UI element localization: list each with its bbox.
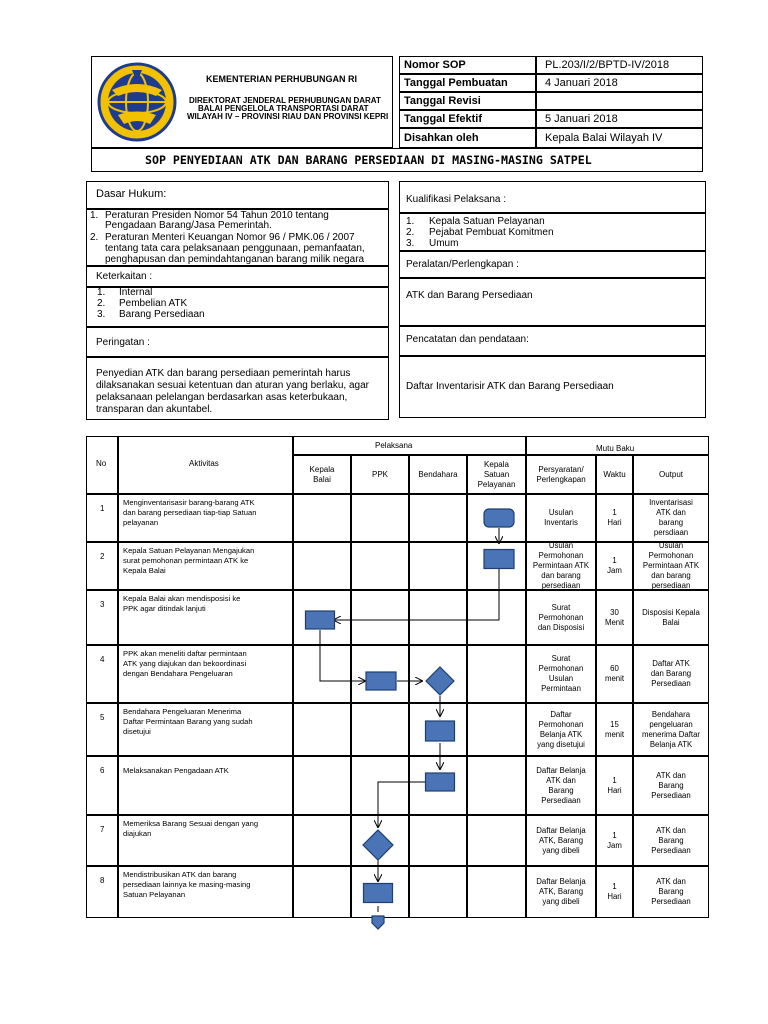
- row-time-line: Jam: [607, 566, 622, 575]
- row-activity-line: Kepala Satuan Pelayanan Mengajukan: [123, 546, 255, 555]
- row-requirement-line: Inventaris: [544, 518, 578, 527]
- header-aktivitas: Aktivitas: [189, 459, 219, 468]
- row-requirement-line: Permohonan: [538, 612, 584, 622]
- row-number: 1: [100, 504, 105, 513]
- row-activity-line: dengan Bendahara Pengeluaran: [123, 669, 233, 678]
- header-pelaksana: Pelaksana: [375, 441, 413, 450]
- flow-terminator-start: [484, 509, 514, 527]
- row-requirement-line: dan barang: [541, 571, 581, 580]
- kualifikasi-item: Umum: [429, 238, 459, 249]
- row-output-line: Balai: [662, 617, 680, 627]
- pencatatan-value: Daftar Inventarisir ATK dan Barang Persediaan: [406, 381, 614, 392]
- flow-process: [364, 884, 393, 903]
- header-role-bendahara: Bendahara: [418, 470, 458, 479]
- header-role-ppk: PPK: [371, 470, 388, 479]
- row-time-line: 1: [612, 556, 617, 565]
- row-requirement-line: Permohonan: [538, 664, 584, 673]
- pencatatan-label: Pencatatan dan pendataan:: [406, 334, 529, 345]
- revision-date-label: Tanggal Revisi: [404, 95, 481, 107]
- sop-number-value: PL.203/I/2/BPTD-IV/2018: [545, 59, 670, 71]
- dasar-item-1-line: Peraturan Presiden Nomor 54 Tahun 2010 tentang: [105, 210, 329, 221]
- row-output-line: menerima Daftar: [641, 729, 701, 739]
- row-requirement-line: ATK dan: [546, 775, 576, 785]
- row-output-line: persdiaan: [653, 528, 689, 537]
- row-output-line: ATK dan: [656, 770, 686, 780]
- row-activity-line: Kepala Balai akan mendisposisi ke: [123, 594, 241, 603]
- row-time-line: 1: [612, 508, 617, 517]
- row-output-line: dan barang: [651, 571, 691, 580]
- dasar-item-2-num: 2.: [90, 232, 99, 243]
- flow-process: [426, 721, 455, 741]
- row-output-line: Barang: [658, 887, 684, 896]
- row-output-line: ATK dan: [656, 508, 686, 517]
- row-number: 6: [100, 766, 105, 775]
- row-requirement-line: Daftar Belanja: [536, 765, 586, 775]
- row-requirement-line: ATK, Barang: [538, 835, 584, 845]
- header-waktu: Waktu: [603, 470, 626, 479]
- row-output-line: Daftar ATK: [652, 659, 690, 668]
- row-output-line: Permohonan: [648, 551, 694, 560]
- row-time-line: 1: [612, 882, 617, 891]
- flow-process: [306, 611, 335, 629]
- row-activity-line: pelayanan: [123, 518, 159, 527]
- kualifikasi-item: Kepala Satuan Pelayanan: [429, 216, 545, 227]
- row-number: 7: [100, 825, 105, 834]
- row-output-line: dan Barang: [650, 669, 692, 678]
- row-activity-line: diajukan: [123, 829, 152, 838]
- row-output-line: Persediaan: [651, 845, 691, 855]
- row-output-line: barang: [658, 518, 684, 527]
- row-output-line: Barang: [658, 835, 684, 845]
- dasar-item-2-line: tentang tata cara pelaksanaan penggunaan, pemanfaatan,: [105, 243, 365, 254]
- peralatan-label: Peralatan/Perlengkapan :: [406, 259, 519, 270]
- effective-date-label: Tanggal Efektif: [404, 113, 483, 125]
- row-time-line: 1: [612, 775, 617, 785]
- row-requirement-line: persediaan: [541, 581, 581, 590]
- row-output-line: Barang: [658, 780, 684, 790]
- row-requirement-line: Belanja ATK: [539, 729, 583, 739]
- flow-offpage-connector: [372, 916, 384, 929]
- row-time-line: Jam: [607, 840, 622, 850]
- flow-connector: [378, 782, 425, 827]
- region-name: WILAYAH IV – PROVINSI RIAU DAN PROVINSI KEPRI: [187, 112, 389, 121]
- keterkaitan-item: Barang Persediaan: [119, 309, 205, 320]
- header-role-kepala-satpel: Kepala Satuan Pelayanan: [477, 459, 516, 489]
- sop-title: SOP PENYEDIAAN ATK DAN BARANG PERSEDIAAN DI MASING-MASING SATPEL: [145, 153, 592, 167]
- row-output-line: Permintaan ATK: [642, 561, 700, 570]
- kualifikasi-num: 3.: [406, 238, 415, 249]
- row-activity-line: dan barang persediaan tiap-tiap Satuan: [123, 508, 257, 517]
- row-number: 5: [100, 713, 105, 722]
- row-activity-line: Satuan Pelayanan: [123, 890, 186, 899]
- header-output: Output: [658, 470, 683, 479]
- kualifikasi-num: 2.: [406, 227, 415, 238]
- row-time-line: Hari: [607, 892, 622, 901]
- header-role-kepala-balai: Kepala Balai: [309, 464, 335, 484]
- dasar-item-1-num: 1.: [90, 210, 99, 221]
- keterkaitan-item: Pembelian ATK: [119, 298, 188, 309]
- header-no: No: [96, 459, 107, 468]
- flow-process: [366, 672, 396, 690]
- row-time-line: Hari: [607, 785, 622, 795]
- row-activity-line: surat pemohonan permintaan ATK ke: [123, 556, 249, 565]
- directorate-name: DIREKTORAT JENDERAL PERHUBUNGAN DARAT: [189, 96, 381, 105]
- row-activity-line: Bendahara Pengeluaran Menerima: [123, 707, 242, 716]
- row-requirement-line: Daftar: [550, 709, 572, 719]
- row-time-line: menit: [604, 674, 625, 683]
- dasar-item-2-line: Peraturan Menteri Keuangan Nomor 96 / PMK.06 / 2007: [105, 232, 355, 243]
- dasar-item-1-line: Pengadaan Barang/Jasa Pemerintah.: [105, 220, 272, 231]
- row-number: 4: [100, 655, 105, 664]
- row-time-line: 1: [612, 830, 617, 840]
- peringatan-line: transparan dan akuntabel.: [96, 404, 213, 415]
- row-activity-line: Menginventarisasir barang-barang ATK: [123, 498, 255, 507]
- peringatan-label: Peringatan :: [96, 337, 150, 348]
- row-requirement-line: Persediaan: [541, 795, 581, 805]
- row-output-line: Usulan: [658, 541, 684, 550]
- row-activity-line: disetujui: [123, 727, 151, 736]
- flow-decision: [363, 830, 393, 860]
- row-requirement-line: Surat: [551, 654, 571, 663]
- approved-by-value: Kepala Balai Wilayah IV: [545, 132, 663, 144]
- created-date-label: Tanggal Pembuatan: [404, 77, 508, 89]
- row-activity-line: ATK yang diajukan dan bekoordinasi: [123, 659, 247, 668]
- row-requirement-line: Usulan: [548, 508, 574, 517]
- row-output-line: ATK dan: [656, 877, 686, 886]
- flow-process: [426, 773, 455, 791]
- peralatan-value: ATK dan Barang Persediaan: [406, 290, 533, 301]
- row-requirement-line: yang disetujui: [537, 739, 585, 749]
- row-number: 8: [100, 876, 105, 885]
- row-requirement-line: yang dibeli: [542, 897, 580, 906]
- row-time-line: 30: [610, 607, 619, 617]
- kualifikasi-num: 1.: [406, 216, 415, 227]
- row-output-line: Persediaan: [651, 790, 691, 800]
- row-time-line: 60: [610, 664, 619, 673]
- row-requirement-line: yang dibeli: [542, 845, 580, 855]
- flow-decision: [426, 667, 454, 695]
- row-requirement-line: dan Disposisi: [537, 622, 585, 632]
- header-persyaratan: Persyaratan/ Perlengkapan: [536, 464, 586, 484]
- peringatan-line: Penyedian ATK dan barang persediaan pemerintah harus: [96, 368, 351, 379]
- keterkaitan-num: 1.: [97, 287, 106, 298]
- row-time-line: menit: [604, 729, 625, 739]
- keterkaitan-item: Internal: [119, 287, 153, 298]
- row-time-line: Hari: [607, 518, 622, 527]
- row-activity-line: Mendistribusikan ATK dan barang: [123, 870, 237, 879]
- row-requirement-line: Daftar Belanja: [536, 877, 586, 886]
- peringatan-line: dilaksanakan sesuai ketentuan dan aturan yang berlaku, agar: [96, 380, 369, 391]
- row-activity-line: Daftar Permintaan Barang yang sudah: [123, 717, 253, 726]
- flow-connector: [320, 630, 365, 681]
- row-output-line: Persediaan: [651, 679, 691, 688]
- row-requirement-line: Usulan: [548, 674, 574, 683]
- row-activity-line: PPK agar ditindak lanjuti: [123, 604, 206, 613]
- approved-by-label: Disahkan oleh: [404, 132, 479, 144]
- row-number: 2: [100, 552, 105, 561]
- row-output-line: persediaan: [651, 581, 691, 590]
- row-requirement-line: Permintaan: [541, 684, 581, 693]
- row-number: 3: [100, 600, 105, 609]
- row-requirement-line: Barang: [548, 785, 574, 795]
- created-date-value: 4 Januari 2018: [545, 77, 618, 89]
- row-activity-line: Melaksanakan Pengadaan ATK: [123, 766, 229, 775]
- kualifikasi-item: Pejabat Pembuat Komitmen: [429, 227, 554, 238]
- header-mutu-baku: Mutu Baku: [596, 444, 635, 453]
- keterkaitan-num: 2.: [97, 298, 106, 309]
- row-output-line: Disposisi Kepala: [642, 607, 700, 617]
- dasar-hukum-label: Dasar Hukum:: [96, 188, 167, 200]
- row-output-line: ATK dan: [656, 825, 686, 835]
- row-output-line: Belanja ATK: [649, 739, 693, 749]
- row-requirement-line: Permohonan: [538, 551, 584, 560]
- kualifikasi-label: Kualifikasi Pelaksana :: [406, 194, 507, 205]
- ministry-name: KEMENTERIAN PERHUBUNGAN RI: [206, 74, 358, 84]
- keterkaitan-num: 3.: [97, 309, 106, 320]
- dasar-item-2-line: penghapusan dan pemindahtanganan barang milik negara: [105, 254, 365, 265]
- row-output-line: Bendahara: [651, 709, 691, 719]
- peringatan-line: pelaksanaan pelelangan berdasarkan asas keterbukaan,: [96, 392, 348, 403]
- row-output-line: Persediaan: [651, 897, 691, 906]
- flow-connector: [334, 569, 499, 620]
- effective-date-value: 5 Januari 2018: [545, 113, 618, 125]
- row-time-line: Menit: [604, 617, 625, 627]
- row-requirement-line: Daftar Belanja: [536, 825, 586, 835]
- row-activity-line: Kepala Balai: [123, 566, 166, 575]
- row-activity-line: PPK akan meneliti daftar permintaan: [123, 649, 247, 658]
- row-activity-line: Memeriksa Barang Sesuai dengan yang: [123, 819, 259, 828]
- row-output-line: Inventarisasi: [649, 498, 693, 507]
- row-requirement-line: Surat: [551, 602, 571, 612]
- office-name: BALAI PENGELOLA TRANSPORTASI DARAT: [198, 104, 369, 113]
- row-time-line: 15: [610, 719, 619, 729]
- row-output-line: pengeluaran: [649, 719, 693, 729]
- flow-process: [484, 550, 514, 569]
- row-requirement-line: ATK, Barang: [538, 887, 584, 896]
- sop-number-label: Nomor SOP: [404, 59, 466, 71]
- row-activity-line: persediaan lainnya ke masing-masing: [123, 880, 251, 889]
- keterkaitan-label: Keterkaitan :: [96, 271, 153, 282]
- row-requirement-line: Permintaan ATK: [532, 561, 590, 570]
- row-requirement-line: Usulan: [548, 541, 574, 550]
- row-requirement-line: Permohonan: [538, 719, 584, 729]
